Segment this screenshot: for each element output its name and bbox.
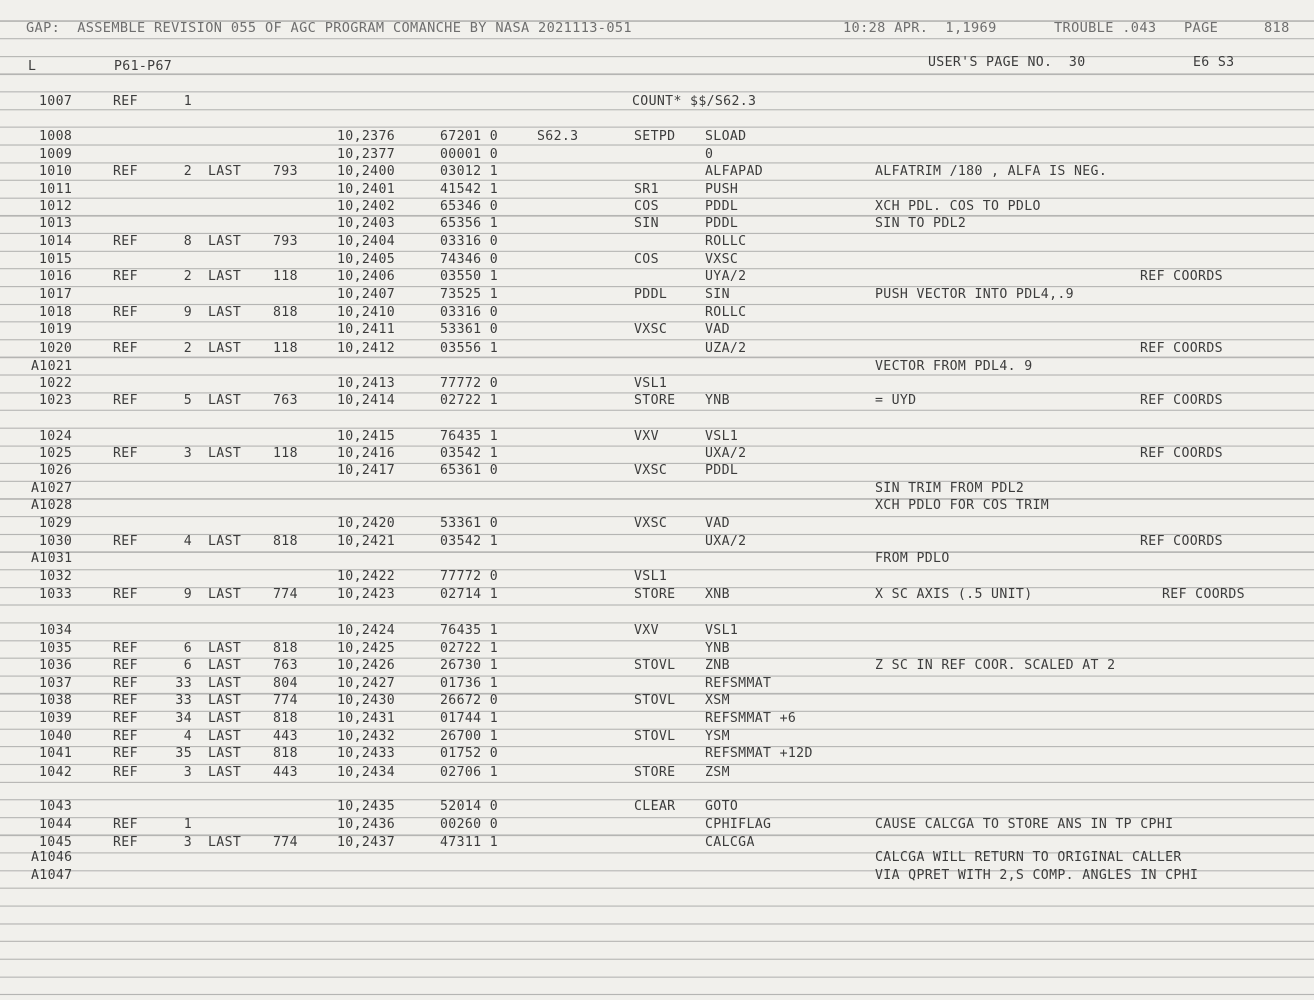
line-number: A1021: [31, 359, 73, 374]
ref-count: 8: [183, 234, 192, 249]
last-page: 818: [273, 746, 298, 761]
line-number: 1037: [39, 676, 73, 691]
line-number: 1017: [39, 287, 73, 302]
octal-word: 76435 1: [440, 429, 499, 444]
symbol-label: S62.3: [537, 129, 579, 144]
operand: VSL1: [705, 623, 739, 638]
address: 10,2404: [337, 234, 396, 249]
operand: PDDL: [705, 463, 739, 478]
operand: YNB: [705, 641, 730, 656]
line-number: 1044: [39, 817, 73, 832]
header-page-label: PAGE: [1184, 20, 1219, 36]
ref-count: 6: [183, 641, 192, 656]
octal-word: 01752 0: [440, 746, 499, 761]
ref-tag: REF: [113, 393, 138, 408]
ref-count: 5: [183, 393, 192, 408]
line-number: 1012: [39, 199, 73, 214]
operand: UYA/2: [705, 269, 747, 284]
last-page: 818: [273, 641, 298, 656]
ref-count: 33: [175, 693, 192, 708]
operand: VXSC: [705, 252, 739, 267]
opcode: STOVL: [634, 693, 676, 708]
opcode: PDDL: [634, 287, 668, 302]
ref-count: 4: [183, 534, 192, 549]
operand: PUSH: [705, 182, 739, 197]
ref-count: 1: [183, 817, 192, 832]
line-number: 1025: [39, 446, 73, 461]
address: 10,2425: [337, 641, 396, 656]
octal-word: 41542 1: [440, 182, 499, 197]
line-number: 1035: [39, 641, 73, 656]
ref-count: 33: [175, 676, 192, 691]
opcode: COS: [634, 199, 659, 214]
comment: VECTOR FROM PDL4. 9: [875, 359, 1033, 374]
octal-word: 03542 1: [440, 446, 499, 461]
line-number: A1028: [31, 498, 73, 513]
opcode: CLEAR: [634, 799, 676, 814]
address: 10,2436: [337, 817, 396, 832]
ref-coords-note: REF COORDS: [1140, 269, 1223, 284]
last-tag: LAST: [208, 305, 242, 320]
comment: ALFATRIM /180 , ALFA IS NEG.: [875, 164, 1108, 179]
last-tag: LAST: [208, 835, 242, 850]
opcode: STORE: [634, 393, 676, 408]
ref-tag: REF: [113, 676, 138, 691]
header-code: E6 S3: [1193, 55, 1235, 70]
last-tag: LAST: [208, 164, 242, 179]
ref-coords-note: REF COORDS: [1140, 534, 1223, 549]
last-tag: LAST: [208, 393, 242, 408]
header-section: P61-P67: [114, 59, 173, 74]
octal-word: 26672 0: [440, 693, 499, 708]
opcode: SR1: [634, 182, 659, 197]
last-page: 793: [273, 234, 298, 249]
line-number: 1011: [39, 182, 73, 197]
line-number: 1042: [39, 765, 73, 780]
ref-tag: REF: [113, 305, 138, 320]
operand: ROLLC: [705, 234, 747, 249]
line-number: 1038: [39, 693, 73, 708]
operand: REFSMMAT +6: [705, 711, 797, 726]
last-tag: LAST: [208, 746, 242, 761]
address: 10,2377: [337, 147, 396, 162]
ref-tag: REF: [113, 446, 138, 461]
last-page: 774: [273, 587, 298, 602]
address: 10,2437: [337, 835, 396, 850]
address: 10,2420: [337, 516, 396, 531]
address: 10,2411: [337, 322, 396, 337]
ref-count: 1: [183, 94, 192, 109]
address: 10,2402: [337, 199, 396, 214]
address: 10,2407: [337, 287, 396, 302]
octal-word: 00260 0: [440, 817, 499, 832]
address: 10,2421: [337, 534, 396, 549]
operand: UXA/2: [705, 534, 747, 549]
octal-word: 03542 1: [440, 534, 499, 549]
comment: X SC AXIS (.5 UNIT): [875, 587, 1033, 602]
octal-word: 03556 1: [440, 341, 499, 356]
last-tag: LAST: [208, 234, 242, 249]
address: 10,2405: [337, 252, 396, 267]
line-number: 1040: [39, 729, 73, 744]
ref-tag: REF: [113, 835, 138, 850]
comment: XCH PDLO FOR COS TRIM: [875, 498, 1050, 513]
line-number: 1045: [39, 835, 73, 850]
header-users-page: USER'S PAGE NO. 30: [928, 55, 1086, 70]
octal-word: 65346 0: [440, 199, 499, 214]
ref-tag: REF: [113, 817, 138, 832]
line-number: 1029: [39, 516, 73, 531]
operand: REFSMMAT: [705, 676, 772, 691]
address: 10,2406: [337, 269, 396, 284]
line-number: 1016: [39, 269, 73, 284]
line-number: 1032: [39, 569, 73, 584]
last-page: 804: [273, 676, 298, 691]
ref-tag: REF: [113, 746, 138, 761]
octal-word: 47311 1: [440, 835, 499, 850]
ref-count: 3: [183, 446, 192, 461]
line-number: 1008: [39, 129, 73, 144]
ref-tag: REF: [113, 164, 138, 179]
octal-word: 03550 1: [440, 269, 499, 284]
comment: XCH PDL. COS TO PDLO: [875, 199, 1041, 214]
ref-tag: REF: [113, 765, 138, 780]
operand: REFSMMAT +12D: [705, 746, 813, 761]
ref-tag: REF: [113, 269, 138, 284]
octal-word: 03316 0: [440, 305, 499, 320]
ref-tag: REF: [113, 693, 138, 708]
last-page: 818: [273, 711, 298, 726]
operand: COUNT* $$/S62.3: [632, 94, 757, 109]
address: 10,2410: [337, 305, 396, 320]
opcode: VSL1: [634, 376, 668, 391]
line-number: 1024: [39, 429, 73, 444]
last-tag: LAST: [208, 658, 242, 673]
ref-tag: REF: [113, 641, 138, 656]
last-tag: LAST: [208, 711, 242, 726]
header-datetime: 10:28 APR. 1,1969: [843, 20, 997, 36]
comment: SIN TO PDL2: [875, 216, 967, 231]
line-number: 1007: [39, 94, 73, 109]
ref-count: 9: [183, 305, 192, 320]
comment: CALCGA WILL RETURN TO ORIGINAL CALLER: [875, 850, 1182, 865]
address: 10,2413: [337, 376, 396, 391]
ref-count: 2: [183, 164, 192, 179]
octal-word: 02722 1: [440, 393, 499, 408]
opcode: SIN: [634, 216, 659, 231]
last-page: 443: [273, 729, 298, 744]
ref-count: 35: [175, 746, 192, 761]
octal-word: 67201 0: [440, 129, 499, 144]
line-number: 1026: [39, 463, 73, 478]
ref-count: 2: [183, 269, 192, 284]
operand: CPHIFLAG: [705, 817, 772, 832]
last-page: 793: [273, 164, 298, 179]
opcode: VXSC: [634, 463, 668, 478]
address: 10,2424: [337, 623, 396, 638]
operand: UZA/2: [705, 341, 747, 356]
opcode: VSL1: [634, 569, 668, 584]
ref-count: 6: [183, 658, 192, 673]
header-title: GAP: ASSEMBLE REVISION 055 OF AGC PROGRAM COMANCHE BY NASA 2021113-051: [26, 20, 632, 36]
comment: Z SC IN REF COOR. SCALED AT 2: [875, 658, 1116, 673]
operand: CALCGA: [705, 835, 755, 850]
line-number: 1019: [39, 322, 73, 337]
last-page: 118: [273, 341, 298, 356]
octal-word: 53361 0: [440, 322, 499, 337]
opcode: STOVL: [634, 729, 676, 744]
address: 10,2435: [337, 799, 396, 814]
address: 10,2427: [337, 676, 396, 691]
line-number: 1023: [39, 393, 73, 408]
line-number: 1036: [39, 658, 73, 673]
octal-word: 65356 1: [440, 216, 499, 231]
ref-count: 3: [183, 765, 192, 780]
last-page: 763: [273, 393, 298, 408]
last-page: 118: [273, 269, 298, 284]
ref-tag: REF: [113, 729, 138, 744]
octal-word: 01744 1: [440, 711, 499, 726]
octal-word: 26700 1: [440, 729, 499, 744]
last-tag: LAST: [208, 641, 242, 656]
operand: VSL1: [705, 429, 739, 444]
ref-tag: REF: [113, 534, 138, 549]
opcode: COS: [634, 252, 659, 267]
ref-count: 3: [183, 835, 192, 850]
line-number: 1018: [39, 305, 73, 320]
operand: YSM: [705, 729, 730, 744]
ref-tag: REF: [113, 587, 138, 602]
ref-coords-note: REF COORDS: [1140, 341, 1223, 356]
line-number: 1043: [39, 799, 73, 814]
line-number: A1031: [31, 551, 73, 566]
address: 10,2376: [337, 129, 396, 144]
octal-word: 03316 0: [440, 234, 499, 249]
address: 10,2415: [337, 429, 396, 444]
ref-count: 9: [183, 587, 192, 602]
operand: PDDL: [705, 216, 739, 231]
ref-count: 4: [183, 729, 192, 744]
octal-word: 02722 1: [440, 641, 499, 656]
operand: YNB: [705, 393, 730, 408]
ref-count: 2: [183, 341, 192, 356]
ref-coords-note: REF COORDS: [1162, 587, 1245, 602]
last-tag: LAST: [208, 534, 242, 549]
ref-coords-note: REF COORDS: [1140, 446, 1223, 461]
line-number: 1009: [39, 147, 73, 162]
header-trouble: TROUBLE .043: [1054, 20, 1157, 36]
opcode: STOVL: [634, 658, 676, 673]
opcode: STORE: [634, 765, 676, 780]
opcode: VXV: [634, 623, 659, 638]
address: 10,2412: [337, 341, 396, 356]
address: 10,2400: [337, 164, 396, 179]
last-page: 818: [273, 305, 298, 320]
last-page: 443: [273, 765, 298, 780]
ref-tag: REF: [113, 234, 138, 249]
octal-word: 01736 1: [440, 676, 499, 691]
ref-tag: REF: [113, 658, 138, 673]
last-tag: LAST: [208, 676, 242, 691]
line-number: 1041: [39, 746, 73, 761]
last-tag: LAST: [208, 729, 242, 744]
operand: ALFAPAD: [705, 164, 764, 179]
line-number: 1015: [39, 252, 73, 267]
opcode: VXV: [634, 429, 659, 444]
ref-tag: REF: [113, 94, 138, 109]
operand: SLOAD: [705, 129, 747, 144]
operand: SIN: [705, 287, 730, 302]
operand: VAD: [705, 322, 730, 337]
operand: XSM: [705, 693, 730, 708]
address: 10,2431: [337, 711, 396, 726]
last-tag: LAST: [208, 693, 242, 708]
address: 10,2403: [337, 216, 396, 231]
ref-tag: REF: [113, 711, 138, 726]
last-tag: LAST: [208, 446, 242, 461]
operand: PDDL: [705, 199, 739, 214]
octal-word: 00001 0: [440, 147, 499, 162]
address: 10,2433: [337, 746, 396, 761]
operand: ZSM: [705, 765, 730, 780]
line-number: A1047: [31, 868, 73, 883]
address: 10,2422: [337, 569, 396, 584]
octal-word: 02706 1: [440, 765, 499, 780]
last-page: 118: [273, 446, 298, 461]
ref-coords-note: REF COORDS: [1140, 393, 1223, 408]
last-page: 774: [273, 693, 298, 708]
octal-word: 65361 0: [440, 463, 499, 478]
comment: PUSH VECTOR INTO PDL4,.9: [875, 287, 1074, 302]
octal-word: 26730 1: [440, 658, 499, 673]
ref-count: 34: [175, 711, 192, 726]
octal-word: 76435 1: [440, 623, 499, 638]
header-marker: L: [28, 59, 37, 74]
line-number: A1046: [31, 850, 73, 865]
header-page-number: 818: [1264, 20, 1290, 36]
octal-word: 53361 0: [440, 516, 499, 531]
address: 10,2423: [337, 587, 396, 602]
opcode: SETPD: [634, 129, 676, 144]
line-number: 1014: [39, 234, 73, 249]
address: 10,2430: [337, 693, 396, 708]
octal-word: 73525 1: [440, 287, 499, 302]
address: 10,2432: [337, 729, 396, 744]
opcode: STORE: [634, 587, 676, 602]
line-number: 1033: [39, 587, 73, 602]
line-number: A1027: [31, 481, 73, 496]
last-tag: LAST: [208, 269, 242, 284]
line-number: 1010: [39, 164, 73, 179]
opcode: VXSC: [634, 322, 668, 337]
last-tag: LAST: [208, 587, 242, 602]
last-page: 818: [273, 534, 298, 549]
octal-word: 03012 1: [440, 164, 499, 179]
last-page: 763: [273, 658, 298, 673]
address: 10,2401: [337, 182, 396, 197]
comment: VIA QPRET WITH 2,S COMP. ANGLES IN CPHI: [875, 868, 1199, 883]
octal-word: 77772 0: [440, 569, 499, 584]
operand: XNB: [705, 587, 730, 602]
comment: CAUSE CALCGA TO STORE ANS IN TP CPHI: [875, 817, 1174, 832]
line-number: 1030: [39, 534, 73, 549]
octal-word: 74346 0: [440, 252, 499, 267]
line-number: 1022: [39, 376, 73, 391]
operand: 0: [705, 147, 714, 162]
address: 10,2426: [337, 658, 396, 673]
opcode: VXSC: [634, 516, 668, 531]
octal-word: 77772 0: [440, 376, 499, 391]
address: 10,2434: [337, 765, 396, 780]
address: 10,2416: [337, 446, 396, 461]
comment: SIN TRIM FROM PDL2: [875, 481, 1025, 496]
last-tag: LAST: [208, 765, 242, 780]
last-page: 774: [273, 835, 298, 850]
ref-tag: REF: [113, 341, 138, 356]
operand: ZNB: [705, 658, 730, 673]
operand: VAD: [705, 516, 730, 531]
octal-word: 02714 1: [440, 587, 499, 602]
address: 10,2414: [337, 393, 396, 408]
operand: ROLLC: [705, 305, 747, 320]
operand: GOTO: [705, 799, 739, 814]
comment: FROM PDLO: [875, 551, 950, 566]
line-number: 1039: [39, 711, 73, 726]
line-number: 1013: [39, 216, 73, 231]
address: 10,2417: [337, 463, 396, 478]
comment: = UYD: [875, 393, 917, 408]
octal-word: 52014 0: [440, 799, 499, 814]
line-number: 1034: [39, 623, 73, 638]
operand: UXA/2: [705, 446, 747, 461]
line-number: 1020: [39, 341, 73, 356]
last-tag: LAST: [208, 341, 242, 356]
